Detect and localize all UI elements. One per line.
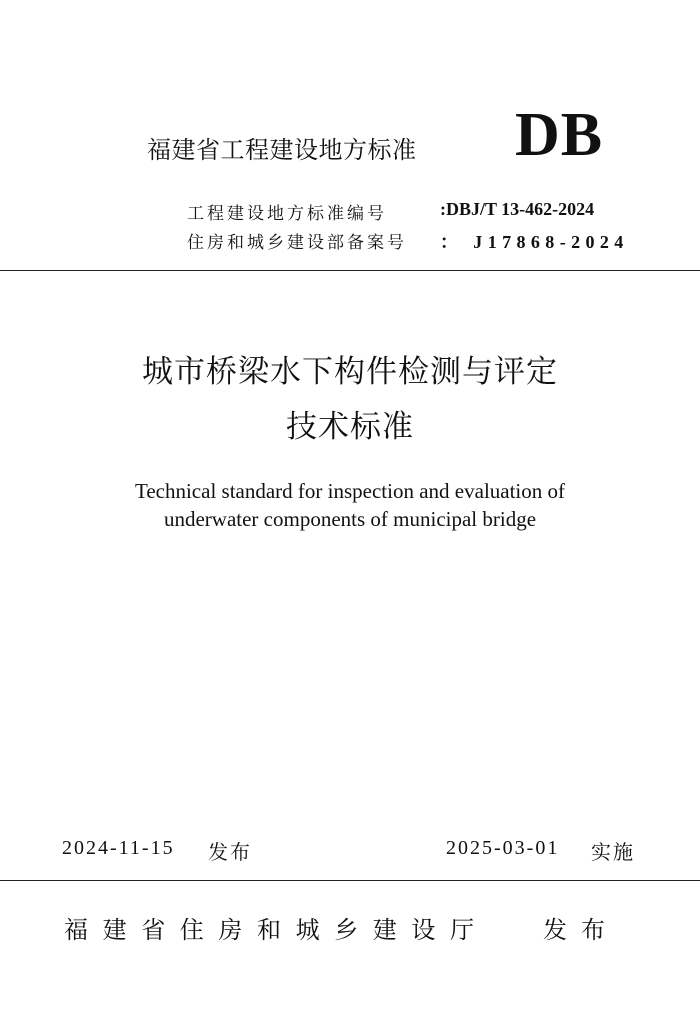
title-en-line2: underwater components of municipal bridge [163, 507, 537, 531]
issue-label: 发布 [543, 916, 619, 944]
effective-date: 2025-03-01 [446, 837, 560, 859]
standard-number-label: 工程建设地方标准编号 [187, 204, 387, 224]
filing-number-label: 住房和城乡建设部备案号 [187, 233, 407, 253]
title-cn-line2: 技术标准 [286, 409, 414, 445]
footer-divider [0, 880, 700, 881]
title-cn-line1: 城市桥梁水下构件检测与评定 [142, 354, 558, 390]
header-divider [0, 270, 700, 271]
standard-number-value: :DBJ/T 13-462-2024 [440, 199, 595, 219]
filing-number-value: ： J17868-2024 [440, 232, 629, 252]
issuing-authority: 福建省住房和城乡建设厅 [64, 916, 489, 944]
publish-date: 2024-11-15 [62, 837, 175, 859]
publish-label: 发布 [208, 840, 252, 864]
title-en-line1: Technical standard for inspection and evaluation of [134, 479, 566, 503]
effective-label: 实施 [591, 840, 635, 864]
standard-category: 福建省工程建设地方标准 [147, 136, 417, 164]
db-mark: DB [515, 101, 604, 169]
